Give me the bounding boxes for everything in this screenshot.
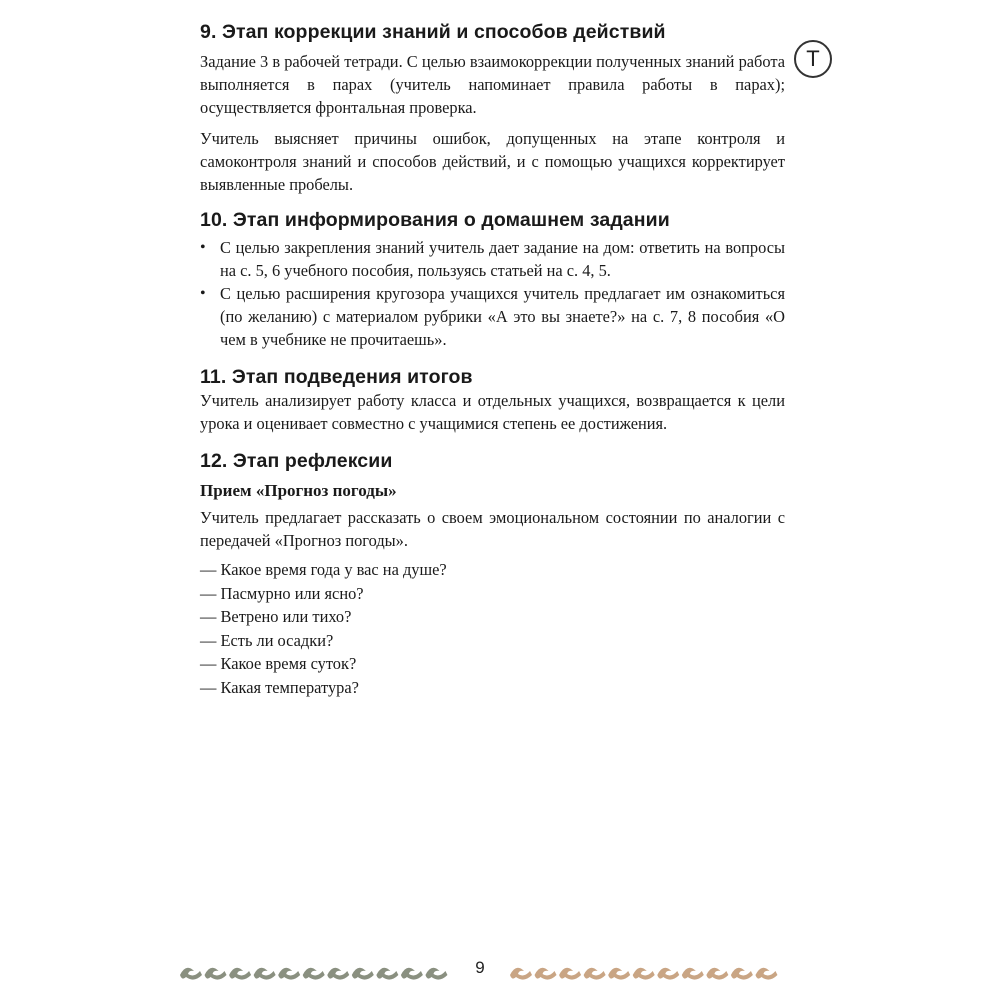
list-item: — Какое время суток? xyxy=(200,654,357,673)
page-footer xyxy=(0,950,1000,990)
ornament-wave xyxy=(657,968,679,980)
ornament-right-icon xyxy=(508,960,778,982)
ornament-wave xyxy=(352,968,374,980)
bullet-icon: • xyxy=(200,239,206,256)
list-item: — Есть ли осадки? xyxy=(200,630,334,650)
bullet-icon: • xyxy=(200,285,206,302)
ornament-wave xyxy=(376,968,398,980)
ornament-left-icon xyxy=(178,960,448,982)
section-12-paragraph: Учитель предлагает рассказать о своем эмоциональном состоянии по аналогии с передачей «Прогноз погоды». xyxy=(200,508,785,550)
section-12-title: 12. Этап рефлексии xyxy=(200,450,393,472)
ornament-wave xyxy=(755,968,777,980)
page-number: 9 xyxy=(475,958,485,977)
homework-list xyxy=(200,236,785,351)
ornament-wave xyxy=(633,968,655,980)
ornament-wave xyxy=(535,968,557,980)
section-9-paragraph-1: Задание 3 в рабочей тетради. С целью взаимокоррекции полученных знаний работа выполняется в парах (учитель напоминает правила работы в парах); осуществляется фронтальная проверка. xyxy=(200,52,785,117)
ornament-wave xyxy=(608,968,630,980)
ornament-wave xyxy=(205,968,227,980)
section-11 xyxy=(200,365,785,435)
ornament-wave xyxy=(180,968,202,980)
ornament-wave xyxy=(327,968,349,980)
list-item-text: С целью расширения кругозора учащихся учитель предлагает им ознакомиться (по желанию) с материалом рубрики «А это вы знаете?» на с. 7, 8 пособия «О чем в учебнике не прочитаешь». xyxy=(220,284,785,349)
ornament-wave xyxy=(559,968,581,980)
ornament-wave xyxy=(425,968,447,980)
ornament-wave xyxy=(401,968,423,980)
ornament-wave xyxy=(229,968,251,980)
ornament-wave xyxy=(254,968,276,980)
ornament-wave xyxy=(303,968,325,980)
section-10 xyxy=(200,208,785,351)
list-item-text: С целью закрепления знаний учитель дает задание на дом: ответить на вопросы на с. 5, 6 учебного пособия, пользуясь статьей на с. 4, 5. xyxy=(220,238,785,280)
ornament-wave xyxy=(278,968,300,980)
ornament-wave xyxy=(510,968,532,980)
reflection-questions xyxy=(200,558,785,699)
list-item: — Какая температура? xyxy=(200,677,359,697)
section-9-paragraph-2: Учитель выясняет причины ошибок, допущенных на этапе контроля и самоконтроля знаний и способов действий, и с помощью учащихся корректирует выявленные пробелы. xyxy=(200,129,785,194)
document-page xyxy=(200,20,785,699)
section-12 xyxy=(200,449,785,699)
ornament-wave xyxy=(731,968,753,980)
list-item: — Пасмурно или ясно? xyxy=(200,583,364,603)
teacher-badge-icon: Т xyxy=(794,40,832,78)
section-11-title: 11. Этап подведения итогов xyxy=(200,366,473,388)
ornament-wave xyxy=(706,968,728,980)
list-item: — Ветрено или тихо? xyxy=(200,607,352,626)
section-10-title: 10. Этап информирования о домашнем задании xyxy=(200,209,670,231)
section-12-subtitle: Прием «Прогноз погоды» xyxy=(200,481,397,500)
ornament-wave xyxy=(682,968,704,980)
list-item xyxy=(200,236,785,282)
ornament-wave xyxy=(584,968,606,980)
list-item: — Какое время года у вас на душе? xyxy=(200,560,447,579)
list-item xyxy=(200,282,785,351)
section-9 xyxy=(200,20,785,196)
section-9-title: 9. Этап коррекции знаний и способов действий xyxy=(200,21,666,43)
section-11-paragraph: Учитель анализирует работу класса и отдельных учащихся, возвращается к цели урока и оценивает совместно с учащимися степень ее достижения. xyxy=(200,391,785,433)
